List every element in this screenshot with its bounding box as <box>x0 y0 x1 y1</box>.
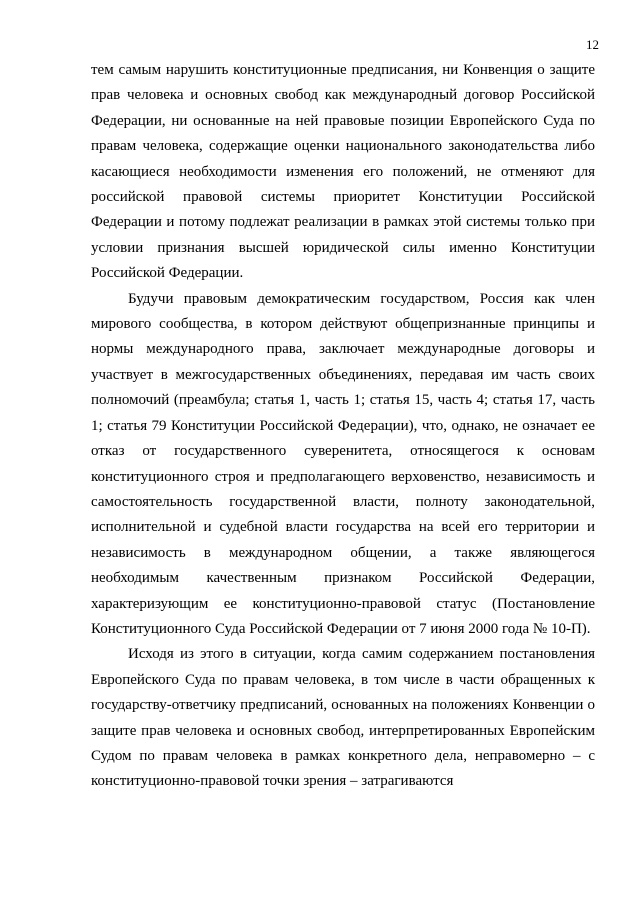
paragraph-2: Будучи правовым демократическим государством, Россия как член мирового сообщества, в котором действуют общепризнанные принципы и нормы международного права, заключает международные договоры и участвует в межгосударственных объединениях, передавая им часть своих полномочий (преамбула; статья 1, часть 1; статья 15, часть 4; статья 17, часть 1; статья 79 Конституции Российской Федерации), что, однако, не означает ее отказ от государственного суверенитета, относящегося к основам конституционного строя и предполагающего верховенство, независимость и самостоятельность государственной власти, полноту законодательной, исполнительной и судебной власти государства на всей его территории и независимость в международном общении, а также являющегося необходимым качественным признаком Российской Федерации, характеризующим ее конституционно-правовой статус (Постановление Конституционного Суда Российской Федерации от 7 июня 2000 года № 10-П). <box>91 290 595 637</box>
document-body <box>91 58 595 795</box>
paragraph-3: Исходя из этого в ситуации, когда самим содержанием постановления Европейского Суда по правам человека, в том числе в части обращенных к государству-ответчику предписаний, основанных на положениях Конвенции о защите прав человека и основных свобод, интерпретированных Европейским Судом по правам человека в рамках конкретного дела, неправомерно – с конституционно-правовой точки зрения – затрагиваются <box>91 646 595 790</box>
paragraph-1: тем самым нарушить конституционные предписания, ни Конвенция о защите прав человека и основных свобод как международный договор Российской Федерации, ни основанные на ней правовые позиции Европейского Суда по правам человека, содержащие оценки национального законодательства либо касающиеся необходимости изменения его положений, не отменяют для российской правовой системы приоритет Конституции Российской Федерации и потому подлежат реализации в рамках этой системы только при условии признания высшей юридической силы именно Конституции Российской Федерации. <box>91 62 595 282</box>
page-number: 12 <box>586 37 599 52</box>
